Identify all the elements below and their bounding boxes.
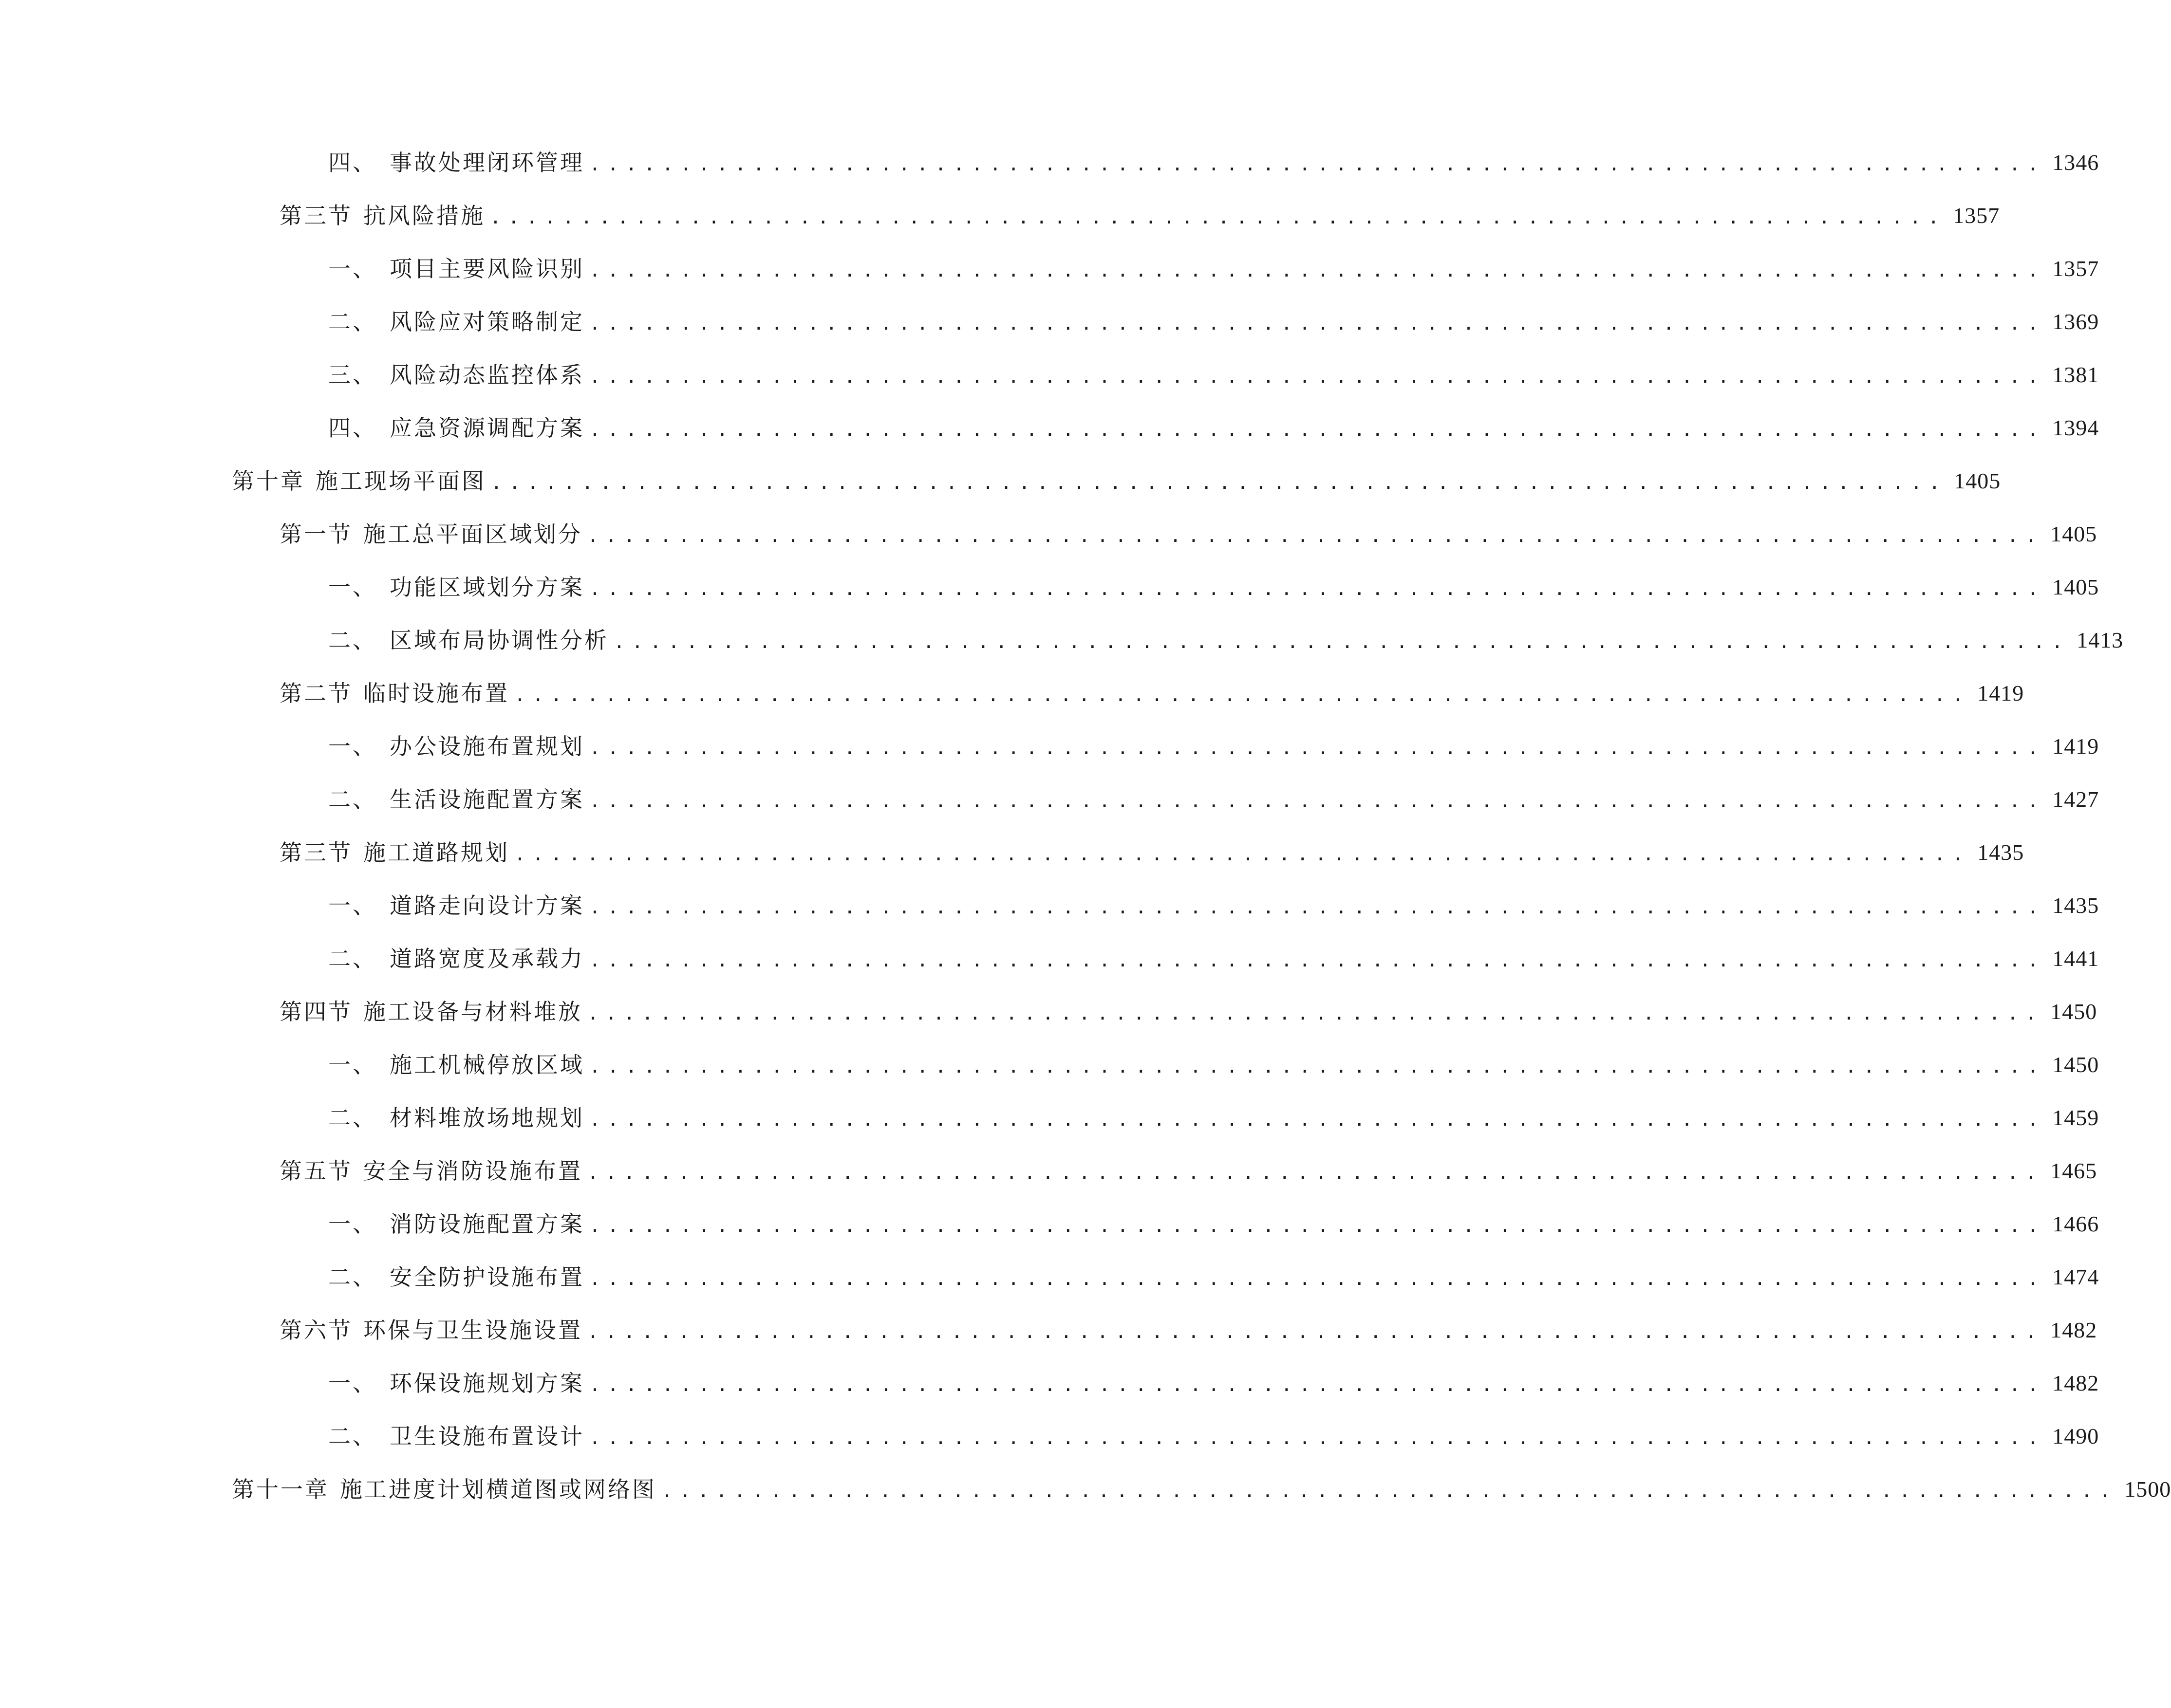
dot-leader: ................................................................................ xyxy=(589,1109,2046,1130)
toc-entry-page: 1482 xyxy=(2052,1371,2099,1395)
dot-leader: ................................................................................ xyxy=(491,472,1947,493)
dot-leader: ................................................................................ xyxy=(589,790,2046,812)
toc-entry-title: 事故处理闭环管理 xyxy=(390,149,584,176)
dot-leader: ................................................................................ xyxy=(589,1427,2046,1448)
toc-entry-label xyxy=(328,302,584,341)
toc-entry-page: 1435 xyxy=(2052,893,2099,918)
dot-leader: ................................................................................ xyxy=(589,1215,2046,1236)
toc-entry[interactable] xyxy=(328,1205,2099,1244)
dot-leader: ................................................................................ xyxy=(589,896,2046,918)
toc-entry-title: 施工现场平面图 xyxy=(316,468,486,494)
toc-entry-page: 1490 xyxy=(2052,1424,2099,1448)
toc-entry-number: 第六节 xyxy=(280,1317,353,1343)
toc-entry-label xyxy=(328,727,584,766)
toc-entry-page: 1427 xyxy=(2052,787,2099,812)
toc-entry-number: 四、 xyxy=(328,149,377,176)
toc-entry-number: 第二节 xyxy=(280,680,353,706)
toc-entry-title: 环保设施规划方案 xyxy=(390,1370,584,1396)
toc-entry-page: 1381 xyxy=(2052,362,2099,387)
toc-entry-number: 第十一章 xyxy=(232,1476,329,1503)
dot-leader: ................................................................................ xyxy=(490,206,1946,228)
toc-entry-title: 风险应对策略制定 xyxy=(390,309,584,335)
toc-entry[interactable] xyxy=(328,1258,2099,1297)
dot-leader: ................................................................................ xyxy=(589,313,2046,334)
toc-entry-page: 1450 xyxy=(2050,999,2097,1024)
toc-entry-number: 一、 xyxy=(328,256,377,282)
toc-entry-label xyxy=(328,249,584,288)
toc-entry-number: 一、 xyxy=(328,574,377,600)
toc-entry-number: 三、 xyxy=(328,362,377,388)
toc-entry-title: 生活设施配置方案 xyxy=(390,786,584,813)
toc-entry-page: 1474 xyxy=(2052,1264,2099,1289)
toc-entry-number: 二、 xyxy=(328,627,377,653)
toc-entry-label xyxy=(280,1311,582,1350)
toc-entry[interactable] xyxy=(328,302,2099,341)
toc-entry-page: 1357 xyxy=(1953,203,2000,228)
dot-leader: ................................................................................ xyxy=(614,631,2070,652)
toc-entry-title: 施工总平面区域划分 xyxy=(363,521,582,547)
toc-entry-page: 1419 xyxy=(1977,681,2024,705)
toc-entry-page: 1413 xyxy=(2077,628,2124,652)
dot-leader: ................................................................................ xyxy=(589,153,2046,175)
toc-entry-number: 第三节 xyxy=(280,839,353,866)
toc-entry-label xyxy=(328,1205,584,1244)
toc-entry-page: 1466 xyxy=(2052,1211,2099,1236)
toc-entry-label xyxy=(328,621,609,660)
toc-entry-label xyxy=(328,568,584,607)
toc-entry[interactable] xyxy=(328,1364,2099,1403)
toc-entry[interactable] xyxy=(328,1045,2099,1084)
dot-leader: ................................................................................ xyxy=(589,260,2046,281)
toc-entry[interactable] xyxy=(328,939,2099,978)
dot-leader: ................................................................................ xyxy=(587,525,2044,546)
toc-entry-page: 1441 xyxy=(2052,946,2099,971)
toc-entry-label xyxy=(232,1470,656,1509)
toc-entry-label xyxy=(328,1364,584,1403)
dot-leader: ................................................................................ xyxy=(587,1321,2044,1342)
toc-entry-page: 1346 xyxy=(2052,150,2099,175)
toc-entry[interactable] xyxy=(328,886,2099,925)
toc-entry-page: 1357 xyxy=(2052,256,2099,281)
toc-entry[interactable] xyxy=(280,515,2097,554)
toc-entry-page: 1482 xyxy=(2050,1318,2097,1342)
toc-entry[interactable] xyxy=(328,568,2099,607)
toc-entry-label xyxy=(328,355,584,394)
toc-entry[interactable] xyxy=(328,1417,2099,1456)
toc-entry-number: 第四节 xyxy=(280,999,353,1025)
toc-entry-page: 1405 xyxy=(1954,468,2001,493)
dot-leader: ................................................................................ xyxy=(514,684,1971,705)
toc-entry-page: 1465 xyxy=(2050,1158,2097,1183)
toc-entry-label xyxy=(280,515,582,554)
toc-entry-number: 一、 xyxy=(328,1370,377,1396)
toc-entry-number: 一、 xyxy=(328,1052,377,1078)
toc-entry-number: 第十章 xyxy=(232,468,305,494)
toc-entry-label xyxy=(328,886,584,925)
toc-entry-number: 二、 xyxy=(328,309,377,335)
toc-entry[interactable] xyxy=(328,621,2124,660)
toc-entry-page: 1369 xyxy=(2052,309,2099,334)
toc-entry-label xyxy=(280,196,485,235)
toc-entry-label xyxy=(280,674,509,713)
toc-entry[interactable] xyxy=(328,143,2099,182)
dot-leader: ................................................................................ xyxy=(589,578,2046,599)
toc-entry-page: 1405 xyxy=(2050,521,2097,546)
toc-entry-title: 施工设备与材料堆放 xyxy=(363,999,582,1025)
dot-leader: ................................................................................ xyxy=(589,1374,2046,1395)
toc-entry[interactable] xyxy=(280,1311,2097,1350)
dot-leader: ................................................................................ xyxy=(589,737,2046,759)
toc-entry-label xyxy=(280,833,509,872)
toc-entry-number: 二、 xyxy=(328,1423,377,1449)
toc-entry-title: 风险动态监控体系 xyxy=(390,362,584,388)
toc-entry-page: 1419 xyxy=(2052,734,2099,759)
toc-entry-label xyxy=(328,143,584,182)
dot-leader: ................................................................................ xyxy=(589,949,2046,971)
toc-entry-label xyxy=(328,939,584,978)
toc-entry[interactable] xyxy=(328,1098,2099,1137)
dot-leader: ................................................................................ xyxy=(661,1480,2118,1502)
toc-entry-title: 安全防护设施布置 xyxy=(390,1264,584,1290)
toc-entry-number: 二、 xyxy=(328,1105,377,1131)
toc-entry-number: 二、 xyxy=(328,786,377,813)
toc-entry-page: 1405 xyxy=(2052,575,2099,599)
toc-entry[interactable] xyxy=(328,355,2099,394)
toc-entry-label xyxy=(328,1045,584,1084)
toc-entry-number: 一、 xyxy=(328,733,377,760)
dot-leader: ................................................................................ xyxy=(587,1003,2044,1024)
toc-entry-label xyxy=(280,992,582,1031)
toc-entry-page: 1450 xyxy=(2052,1052,2099,1077)
toc-entry-title: 施工机械停放区域 xyxy=(390,1052,584,1078)
toc-entry[interactable] xyxy=(328,249,2099,288)
toc-entry-title: 施工道路规划 xyxy=(363,839,509,866)
toc-entry[interactable] xyxy=(232,1470,2171,1509)
toc-entry-label xyxy=(328,408,584,447)
toc-entry-title: 道路宽度及承载力 xyxy=(390,946,584,972)
toc-entry-title: 施工进度计划横道图或网络图 xyxy=(340,1476,656,1503)
toc-entry-number: 一、 xyxy=(328,892,377,919)
toc-entry-page: 1394 xyxy=(2052,415,2099,440)
toc-entry-page: 1459 xyxy=(2052,1105,2099,1130)
toc-entry-number: 二、 xyxy=(328,946,377,972)
toc-entry-label xyxy=(328,1417,584,1456)
toc-entry[interactable] xyxy=(328,727,2099,766)
toc-entry-page: 1500 xyxy=(2124,1477,2171,1502)
toc-entry-number: 第三节 xyxy=(280,203,353,229)
toc-entry-number: 第五节 xyxy=(280,1158,353,1184)
toc-entry-title: 环保与卫生设施设置 xyxy=(363,1317,582,1343)
toc-entry[interactable] xyxy=(280,196,2000,235)
toc-entry-number: 二、 xyxy=(328,1264,377,1290)
dot-leader: ................................................................................ xyxy=(589,1268,2046,1289)
toc-entry-label xyxy=(328,1258,584,1297)
toc-entry-title: 应急资源调配方案 xyxy=(390,415,584,441)
toc-entry-title: 卫生设施布置设计 xyxy=(390,1423,584,1449)
dot-leader: ................................................................................ xyxy=(589,419,2046,440)
dot-leader: ................................................................................ xyxy=(589,366,2046,387)
toc-entry-number: 一、 xyxy=(328,1211,377,1237)
dot-leader: ................................................................................ xyxy=(587,1162,2044,1183)
toc-entry-title: 区域布局协调性分析 xyxy=(390,627,609,653)
toc-entry[interactable] xyxy=(280,1151,2097,1190)
toc-entry-title: 项目主要风险识别 xyxy=(390,256,584,282)
toc-entry[interactable] xyxy=(280,992,2097,1031)
toc-entry-label xyxy=(328,780,584,819)
toc-entry-number: 四、 xyxy=(328,415,377,441)
toc-entry-title: 功能区域划分方案 xyxy=(390,574,584,600)
dot-leader: ................................................................................ xyxy=(514,843,1971,865)
toc-entry-page: 1435 xyxy=(1977,840,2024,865)
toc-entry-label xyxy=(280,1151,582,1190)
toc-entry[interactable] xyxy=(232,462,2001,501)
toc-entry-title: 材料堆放场地规划 xyxy=(390,1105,584,1131)
toc-entry-label xyxy=(328,1098,584,1137)
dot-leader: ................................................................................ xyxy=(589,1056,2046,1077)
toc-entry[interactable] xyxy=(280,674,2024,713)
toc-entry-title: 安全与消防设施布置 xyxy=(363,1158,582,1184)
toc-entry-title: 办公设施布置规划 xyxy=(390,733,584,760)
toc-entry-title: 抗风险措施 xyxy=(363,203,485,229)
toc-entry[interactable] xyxy=(280,833,2024,872)
toc-entry-title: 临时设施布置 xyxy=(363,680,509,706)
toc-entry-title: 道路走向设计方案 xyxy=(390,892,584,919)
toc-entry-label xyxy=(232,462,486,501)
toc-entry-title: 消防设施配置方案 xyxy=(390,1211,584,1237)
toc-entry-number: 第一节 xyxy=(280,521,353,547)
toc-entry[interactable] xyxy=(328,780,2099,819)
toc-entry[interactable] xyxy=(328,408,2099,447)
